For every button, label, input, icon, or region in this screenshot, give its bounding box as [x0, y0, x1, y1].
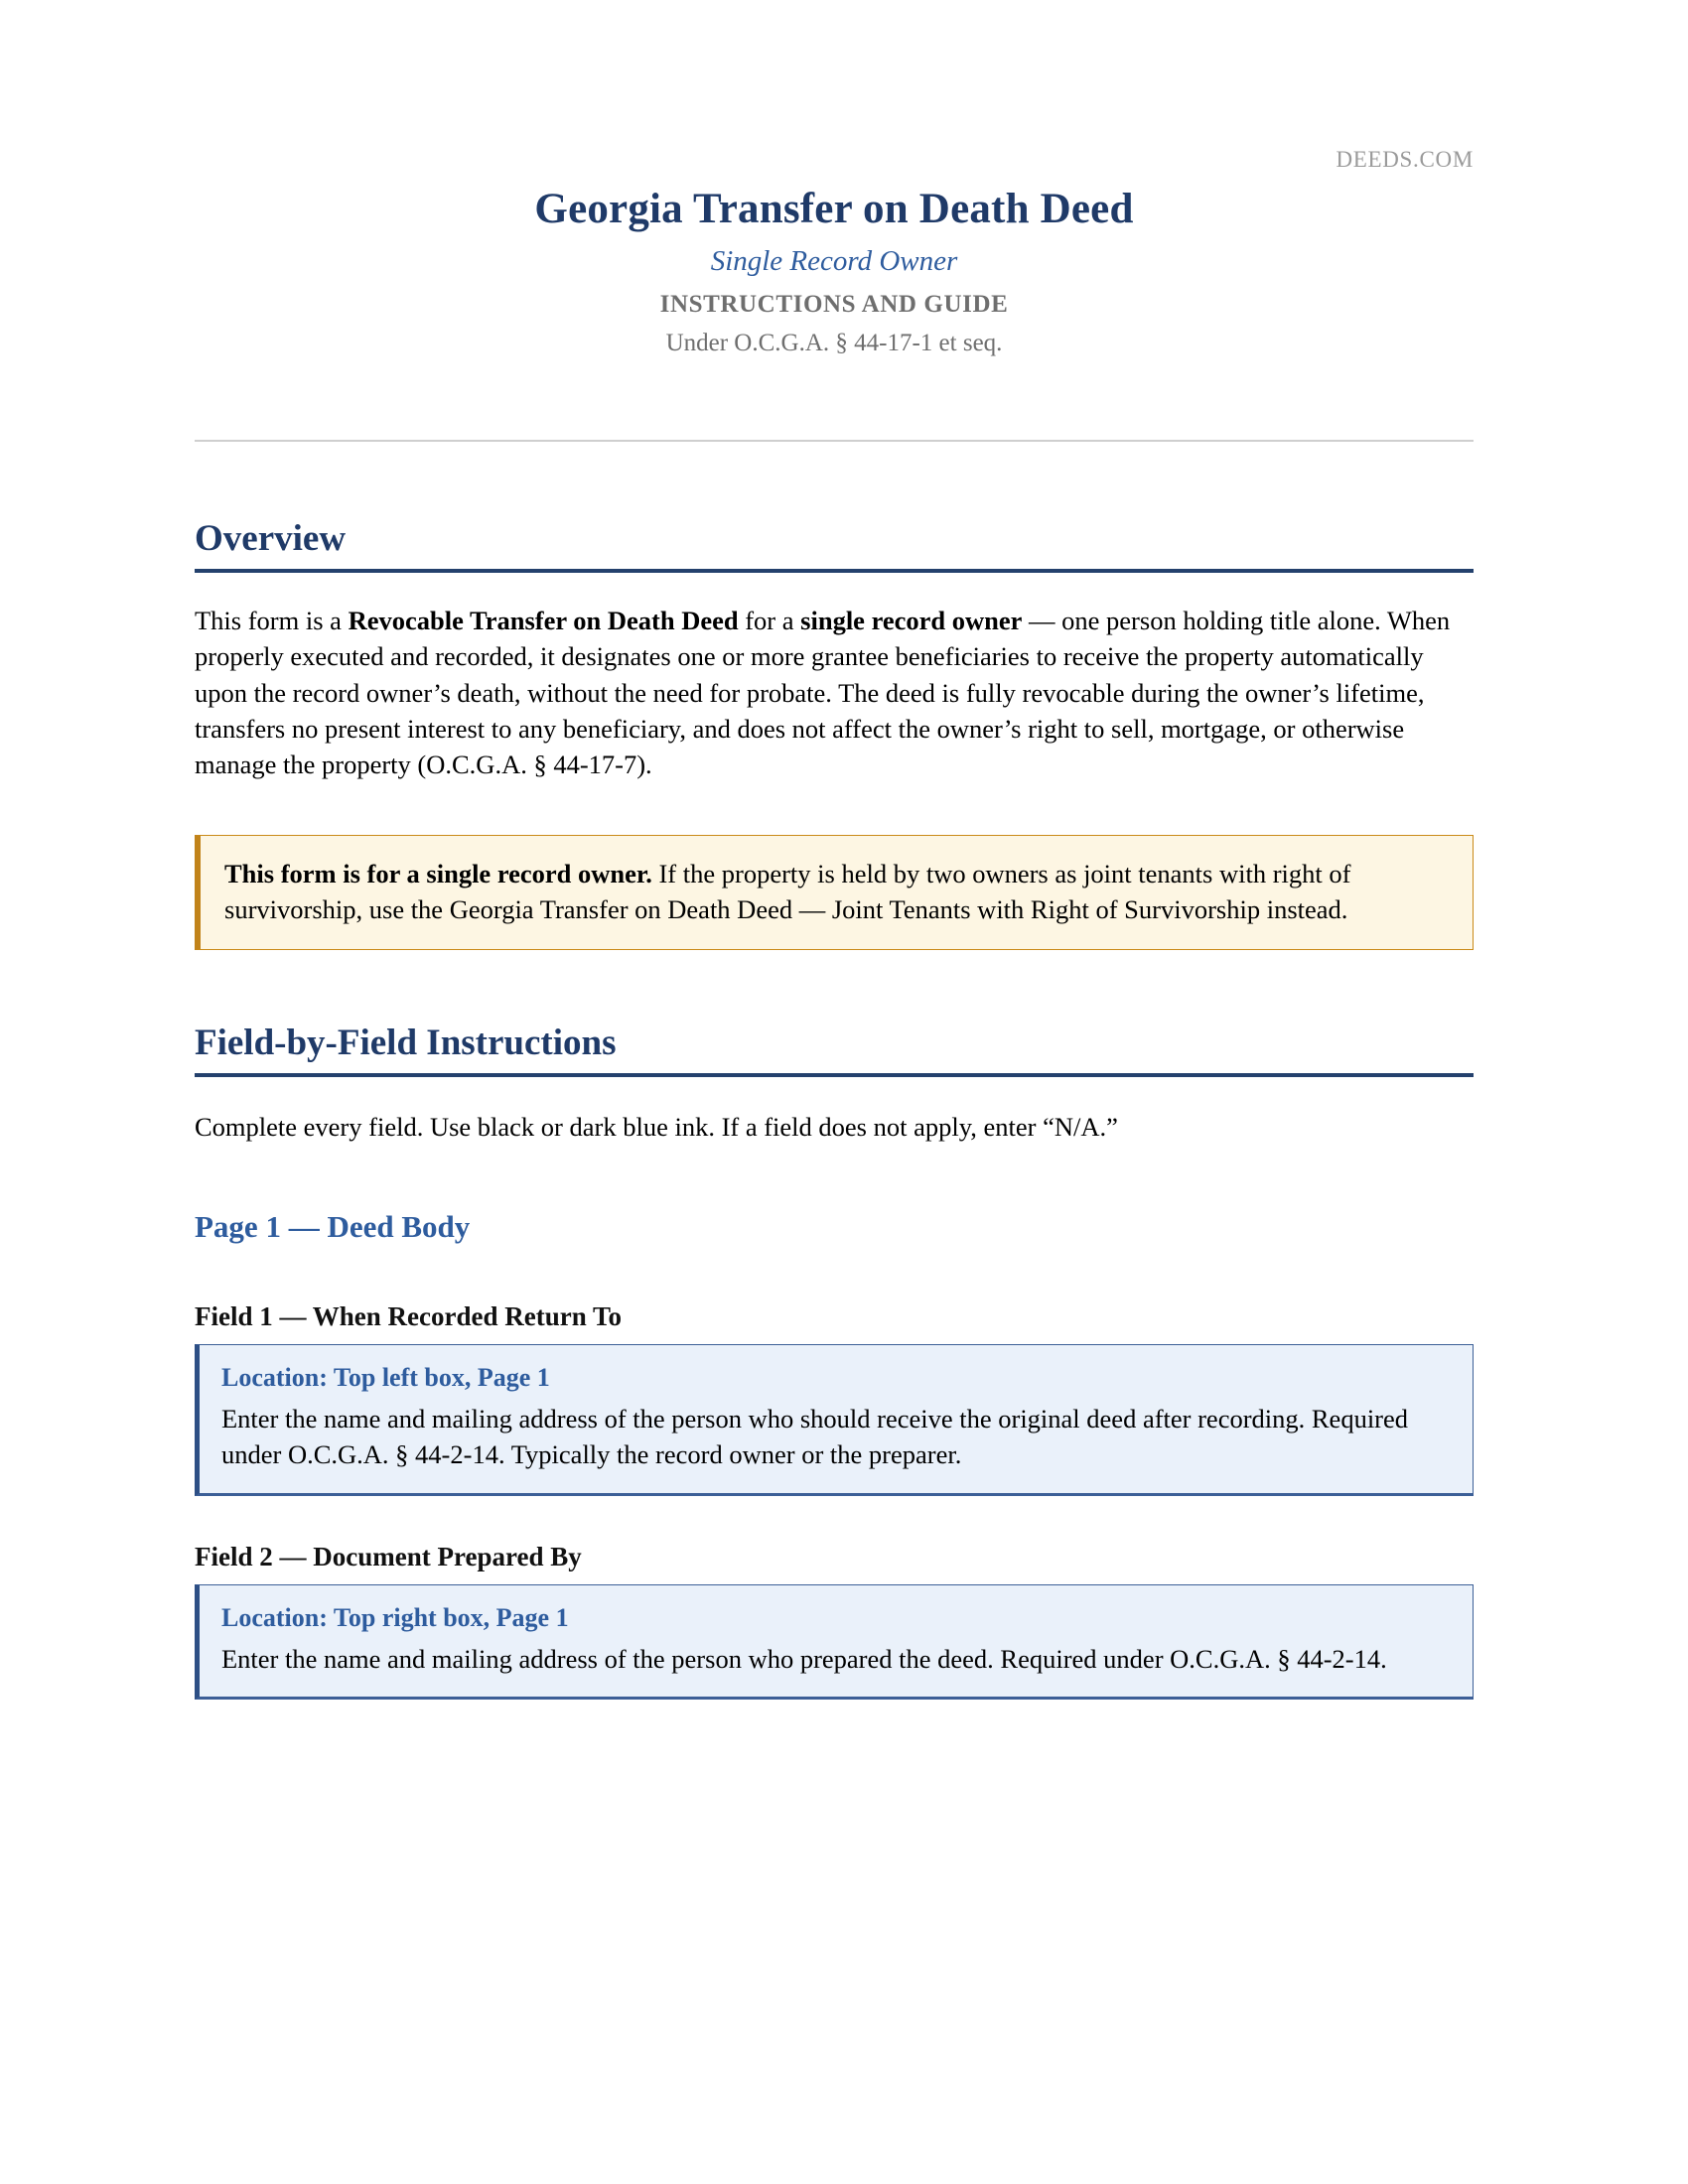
deeds-com-watermark: DEEDS.COM [1336, 147, 1474, 172]
field-2-info-callout [195, 1584, 1474, 1700]
overview-text-run: — one person holding title alone. When properly executed and recorded, it designates one or more grantee beneficiaries to receive the property automatically upon the record owner’s death, without the need for probate. The deed is fully revocable during the owner’s lifetime, transfers no present interest to any beneficiary, and does not affect the owner’s right to sell, mortgage, or otherwise manage the property (O.C.G.A. § 44-17-7). [195, 606, 1451, 780]
overview-emphasis-deed-type: Revocable Transfer on Death Deed [348, 606, 739, 636]
field-2-description: Enter the name and mailing address of the person who prepared the deed. Required under O.C.G.A. § 44-2-14. [221, 1643, 1387, 1674]
field-instructions-intro: Complete every field. Use black or dark blue ink. If a field does not apply, enter “N/A.” [195, 1111, 1118, 1142]
document-kicker: INSTRUCTIONS AND GUIDE [659, 291, 1009, 319]
document-header [195, 0, 1474, 356]
spacer [195, 1077, 1474, 1109]
field-2-location: Location: Top right box, Page 1 [221, 1602, 569, 1632]
field-1-label: Field 1 — When Recorded Return To [195, 1301, 623, 1332]
field-block-1 [195, 1301, 1474, 1495]
section-overview [195, 519, 1474, 950]
overview-emphasis-owner-type: single record owner [800, 606, 1023, 636]
field-instructions-heading: Field-by-Field Instructions [195, 1023, 617, 1064]
spacer [195, 1244, 1474, 1301]
document-statute-reference: Under O.C.G.A. § 44-17-1 et seq. [665, 329, 1003, 356]
overview-text-run: This form is a [195, 606, 349, 636]
field-2-label: Field 2 — Document Prepared By [195, 1541, 582, 1571]
spacer [195, 950, 1474, 1024]
document-title: Georgia Transfer on Death Deed [534, 186, 1134, 232]
document-subtitle: Single Record Owner [710, 244, 958, 277]
overview-paragraph [195, 603, 1474, 782]
document-content-column [195, 0, 1474, 1700]
overview-text-run: for a [738, 606, 801, 636]
warning-callout-lead: This form is for a single record owner. [224, 858, 652, 888]
single-owner-warning-callout [195, 835, 1474, 951]
spacer [195, 1145, 1474, 1210]
warning-callout-body: If the property is held by two owners as joint tenants with right of survivorship, use the Georgia Transfer on Death Deed — Joint Tenants with Right of Survivorship instead. [224, 858, 1351, 924]
field-1-info-callout [195, 1344, 1474, 1495]
field-1-location: Location: Top left box, Page 1 [221, 1363, 550, 1393]
spacer [195, 1496, 1474, 1542]
spacer [195, 573, 1474, 603]
section-field-instructions [195, 1024, 1474, 1700]
field-1-description: Enter the name and mailing address of the person who should receive the original deed after recording. Required under O.C.G.A. § 44-2-14. Typically the record owner or the preparer. [221, 1404, 1409, 1470]
page-1-subheading: Page 1 — Deed Body [195, 1209, 471, 1245]
spacer [195, 442, 1474, 519]
overview-heading: Overview [195, 518, 347, 560]
spacer [195, 783, 1474, 835]
field-block-2 [195, 1542, 1474, 1700]
